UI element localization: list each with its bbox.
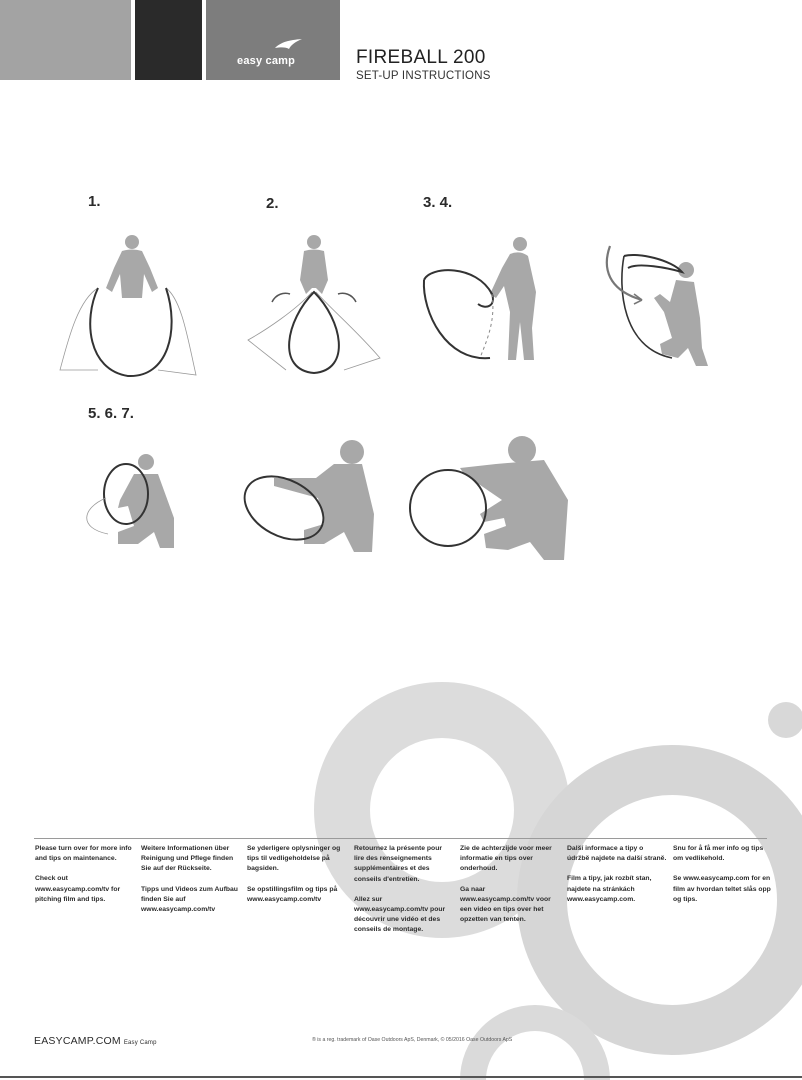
info-paragraph: Další informace a tipy o údržbě najdete na další straně. bbox=[567, 845, 667, 863]
info-paragraph: Please turn over for more info and tips on maintenance. bbox=[35, 845, 132, 863]
step-label-2: 2. bbox=[266, 195, 279, 212]
info-paragraph: Ga naar www.easycamp.com/tv voor een video en tips over het opzetten van tenten. bbox=[460, 885, 551, 924]
info-paragraph: Snu for å få mer info og tips om vedlikehold. bbox=[673, 845, 764, 863]
info-column-fr bbox=[354, 844, 454, 946]
step-label-1: 1. bbox=[88, 193, 101, 210]
info-paragraph: Film a tipy, jak rozbít stan, najdete na stránkách www.easycamp.com. bbox=[567, 875, 652, 903]
bg-dot bbox=[768, 702, 802, 738]
header-block-dark bbox=[135, 0, 202, 80]
info-column-da bbox=[247, 844, 347, 915]
footer-legal: ® is a reg. trademark of Oase Outdoors ApS, Denmark, © 05/2016 Oase Outdoors ApS bbox=[312, 1037, 513, 1043]
info-paragraph: Allez sur www.easycamp.com/tv pour découvrir une vidéo et des conseils de montage. bbox=[354, 895, 446, 934]
info-paragraph: Zie de achterzijde voor meer informatie en tips over onderhoud. bbox=[460, 845, 552, 873]
info-paragraph: Retournez la présente pour lire des renseignements supplémentaires et des conseils d'entretien. bbox=[354, 845, 442, 883]
step-label-5-6-7: 5. 6. 7. bbox=[88, 405, 134, 422]
footer-brand-url[interactable]: EASYCAMP.COM bbox=[34, 1035, 121, 1047]
info-column-no bbox=[673, 844, 773, 915]
footer-brand bbox=[34, 1035, 157, 1047]
info-paragraph: Weitere Informationen über Reinigung und Pflege finden Sie auf der Rückseite. bbox=[141, 845, 234, 873]
info-paragraph: Check out www.easycamp.com/tv for pitching film and tips. bbox=[35, 875, 121, 903]
product-title: FIREBALL 200 bbox=[356, 47, 486, 68]
step-label-3-4: 3. 4. bbox=[423, 194, 453, 211]
illustration-step-7 bbox=[404, 430, 584, 566]
info-column-en bbox=[35, 844, 135, 915]
illustration-step-2 bbox=[246, 230, 382, 380]
info-column-de bbox=[141, 844, 241, 925]
logo-text: easy camp bbox=[237, 55, 296, 67]
info-column-nl bbox=[460, 844, 560, 935]
bg-ring-bottom bbox=[473, 1018, 597, 1080]
illustration-step-1 bbox=[58, 230, 198, 380]
info-paragraph: Tipps und Videos zum Aufbau finden Sie auf www.easycamp.com/tv bbox=[141, 885, 238, 914]
illustration-step-4 bbox=[598, 238, 718, 374]
footer-divider bbox=[34, 838, 767, 839]
header-block-light bbox=[0, 0, 131, 80]
illustration-step-6 bbox=[232, 434, 382, 558]
bird-logo-icon bbox=[273, 38, 303, 56]
illustration-step-5 bbox=[78, 448, 188, 558]
easy-camp-logo bbox=[233, 38, 329, 72]
info-paragraph: Se yderligere oplysninger og tips til vedligeholdelse på bagsiden. bbox=[247, 845, 341, 873]
bottom-border bbox=[0, 1076, 802, 1078]
document-subtitle: SET-UP INSTRUCTIONS bbox=[356, 70, 491, 82]
illustration-step-3 bbox=[416, 232, 556, 372]
info-column-cs bbox=[567, 844, 667, 915]
info-paragraph: Se opstillingsfilm og tips på www.easycamp.com/tv bbox=[247, 885, 338, 903]
footer-brand-small: Easy Camp bbox=[123, 1040, 157, 1046]
info-paragraph: Se www.easycamp.com for en film av hvordan teltet slås opp og tips. bbox=[673, 875, 771, 903]
